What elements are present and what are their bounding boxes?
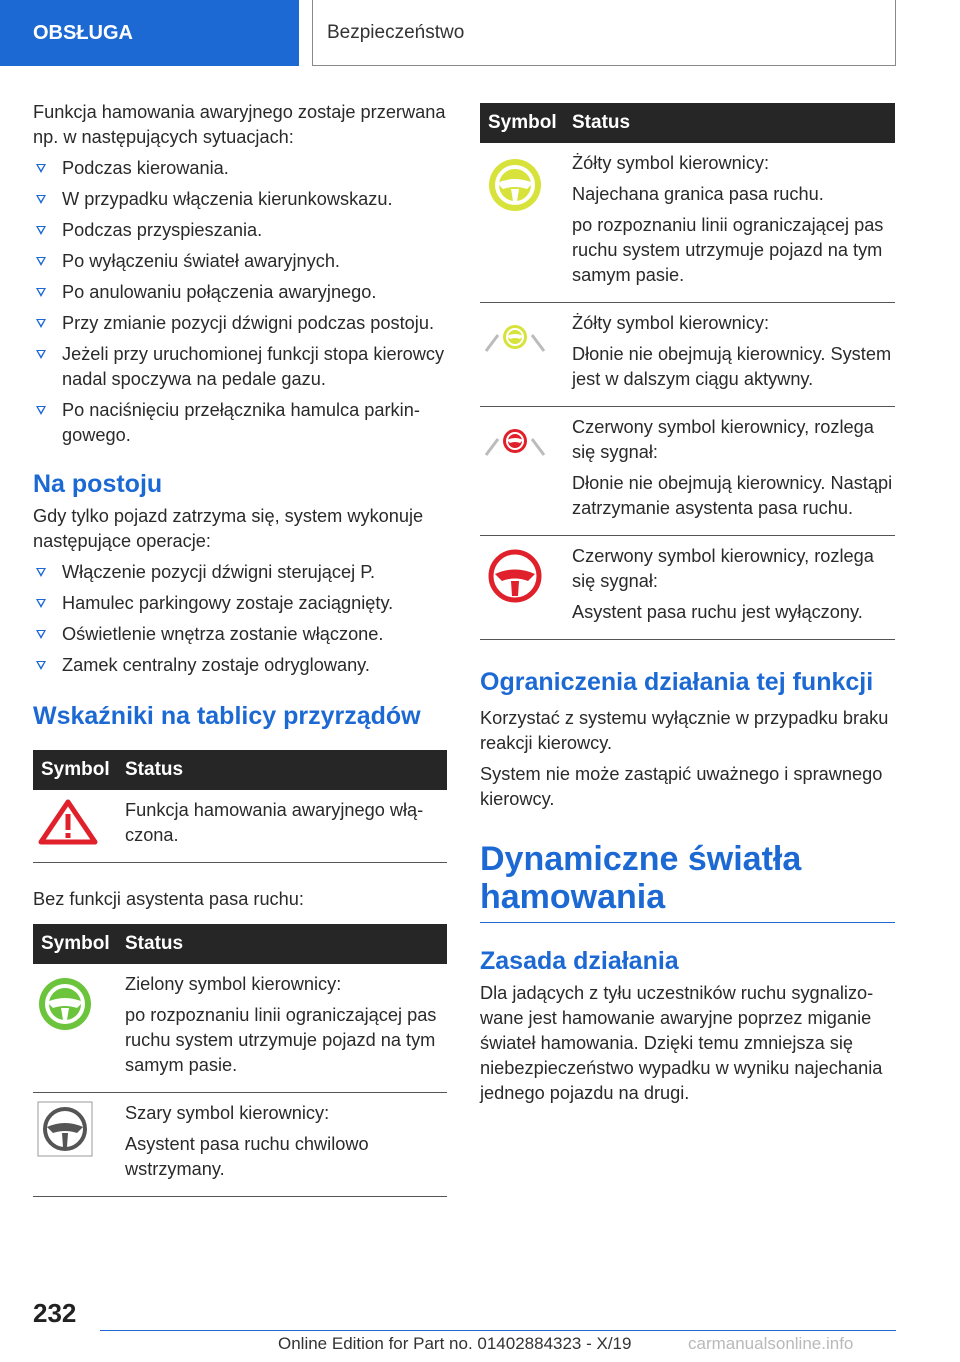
- heading-ograniczenia: Ograniczenia działania tej funkcji: [480, 668, 874, 696]
- steering-wheel-red-lane-icon: [484, 425, 546, 461]
- list-item: Jeżeli przy uruchomionej funkcji stopa kierowcy nadal spoczywa na pedale gazu.: [33, 342, 447, 392]
- status-text: Najechana granica pasa ruchu.: [572, 184, 824, 204]
- col-status: Status: [570, 103, 895, 143]
- bullet-triangle-icon: [36, 164, 46, 173]
- warning-triangle-icon: [37, 798, 99, 846]
- heading-na-postoju: Na postoju: [33, 470, 163, 498]
- bullet-triangle-icon: [36, 406, 46, 415]
- list-item: Po anulowaniu połączenia awaryjnego.: [33, 280, 447, 305]
- intro-text: Funkcja hamowania awaryjnego zostaje przerwana np. w następujących sytuacjach:: [33, 102, 446, 147]
- steering-wheel-red-icon: [484, 548, 546, 604]
- symbol-table-lane-assist: [480, 103, 895, 640]
- bullet-triangle-icon: [36, 661, 46, 670]
- status-text: Dłonie nie obejmują kierownicy. Nastąpi zatrzymanie asystenta pasa ruchu.: [572, 473, 893, 518]
- col-symbol: Symbol: [480, 103, 570, 143]
- table-row: [480, 407, 895, 536]
- right-column: [480, 103, 895, 1112]
- steering-wheel-gray-icon: [37, 1101, 93, 1157]
- bullet-triangle-icon: [36, 599, 46, 608]
- status-text: Zielony symbol kierownicy:: [125, 974, 342, 994]
- status-text: Asystent pasa ruchu chwilowo wstrzymany.: [125, 1134, 369, 1179]
- status-text: Szary symbol kierownicy:: [125, 1103, 330, 1123]
- bullet-triangle-icon: [36, 350, 46, 359]
- table-row: [480, 143, 895, 303]
- heading-zasada: Zasada działania: [480, 947, 679, 975]
- list-item: Po naciśnięciu przełącznika hamulca parkingowego.: [33, 398, 447, 448]
- chapter-title: [312, 0, 896, 66]
- list-item: Przy zmianie pozycji dźwigni podczas postoju.: [33, 311, 447, 336]
- col-status: Status: [123, 750, 447, 790]
- bullet-triangle-icon: [36, 257, 46, 266]
- footer-edition: Online Edition for Part no. 01402884323 - X/19: [278, 1334, 632, 1353]
- list-item: Podczas kierowania.: [33, 156, 447, 181]
- footer-watermark: carmanualsonline.info: [688, 1334, 854, 1353]
- status-text: Dłonie nie obejmują kierownicy. System jest w dalszym ciągu aktywny.: [572, 344, 892, 389]
- symbol-table-lane: [33, 924, 447, 1197]
- bullet-triangle-icon: [36, 568, 46, 577]
- steering-wheel-green-icon: [37, 976, 93, 1032]
- bullet-triangle-icon: [36, 630, 46, 639]
- bullet-triangle-icon: [36, 195, 46, 204]
- postoj-text: Gdy tylko pojazd zatrzyma się, system wykonuje następujące operacje:: [33, 506, 424, 551]
- table-row: [33, 964, 447, 1093]
- status-text: Czerwony symbol kierownicy, rozlega się sygnał:: [572, 417, 874, 462]
- bullet-triangle-icon: [36, 288, 46, 297]
- steering-wheel-yellow-lane-icon: [484, 321, 546, 357]
- bullet-triangle-icon: [36, 319, 46, 328]
- heading-wskazniki: Wskaźniki na tablicy przyrządów: [33, 702, 421, 730]
- table-row: [480, 303, 895, 407]
- list-item: Hamulec parkingowy zostaje zaciągnięty.: [33, 591, 447, 616]
- col-symbol: Symbol: [33, 750, 123, 790]
- status-text: Czerwony symbol kierownicy, rozlega się sygnał:: [572, 546, 874, 591]
- list-item: Zamek centralny zostaje odryglowany.: [33, 653, 447, 678]
- chapter-label: Bezpieczeństwo: [327, 21, 465, 43]
- list-item: Podczas przyspieszania.: [33, 218, 447, 243]
- bullet-triangle-icon: [36, 226, 46, 235]
- heading-dynamiczne-wrap: [480, 840, 895, 923]
- list-item: Włączenie pozycji dźwigni sterującej P.: [33, 560, 447, 585]
- list-item: Po wyłączeniu świateł awaryjnych.: [33, 249, 447, 274]
- symbol-table-brake: [33, 750, 447, 863]
- status-text: po rozpoznaniu linii ograniczającej pas ruchu system utrzymuje pojazd na tym samym pasie.: [125, 1005, 437, 1075]
- list-item: W przypadku włączenia kierunkowskazu.: [33, 187, 447, 212]
- bez-funkcji-text: Bez funkcji asystenta pasa ruchu:: [33, 889, 304, 909]
- status-text: Asystent pasa ruchu jest wyłączony.: [572, 602, 863, 622]
- ograniczenia-text-2: System nie może zastąpić uważnego i sprawnego kierowcy.: [480, 764, 883, 809]
- table-row: [33, 1093, 447, 1197]
- table-row: [480, 536, 895, 640]
- steering-wheel-yellow-icon: [484, 157, 546, 213]
- zasada-text: Dla jadących z tyłu uczestników ruchu sygnalizowane jest hamowanie awaryjne poprzez miganie świateł hamowania. Dzięki temu zmniejsza się niebezpieczeństwo wypadku w wyniku najechania jednego pojazdu na drugi.: [480, 983, 883, 1103]
- ograniczenia-text-1: Korzystać z systemu wyłącznie w przypadku braku reakcji kierowcy.: [480, 708, 889, 753]
- list-item: Oświetlenie wnętrza zostanie włączone.: [33, 622, 447, 647]
- postoj-list: [33, 560, 447, 678]
- section-tab: OBSŁUGA: [0, 0, 299, 66]
- footer-divider: [100, 1330, 896, 1331]
- heading-dynamiczne: Dynamiczne światła hamowania: [480, 840, 802, 916]
- col-symbol: Symbol: [33, 924, 123, 964]
- page-number: 232: [33, 1298, 77, 1328]
- status-text: Żółty symbol kierownicy:: [572, 153, 770, 173]
- table-row: [33, 790, 447, 863]
- status-text: Funkcja hamowania awaryjnego włączona.: [125, 800, 424, 845]
- col-status: Status: [123, 924, 447, 964]
- interrupt-list: [33, 156, 447, 448]
- status-text: po rozpoznaniu linii ograniczającej pas ruchu system utrzymuje pojazd na tym samym pasie.: [572, 215, 884, 285]
- status-text: Żółty symbol kierownicy:: [572, 313, 770, 333]
- left-column: [33, 100, 447, 1211]
